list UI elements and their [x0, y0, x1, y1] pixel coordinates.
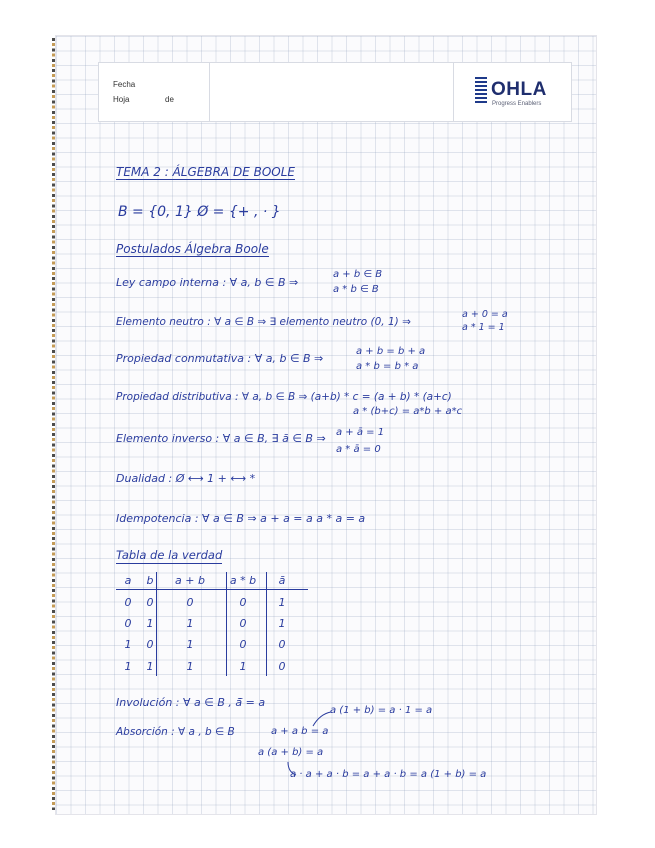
- note-abs-top: a (1 + b) = a · 1 = a: [330, 705, 433, 716]
- truth-cell: 1: [124, 638, 132, 651]
- truth-cell: 1: [239, 660, 247, 673]
- truth-cell: 1: [146, 660, 154, 673]
- header-divider: [453, 63, 454, 121]
- truth-cell: 1: [186, 617, 194, 630]
- truth-cell: 0: [239, 617, 247, 630]
- note-sets: B = {0, 1} Ø = {+ , · }: [118, 204, 281, 220]
- fecha-label: Fecha: [113, 80, 136, 89]
- note-neutro-label: Elemento neutro : ∀ a ∈ B ⇒ ∃ elemento neutro (0, 1) ⇒: [116, 316, 411, 328]
- truth-cell: 0: [186, 596, 194, 609]
- note-abs-r1: a + a b = a: [271, 726, 329, 737]
- de-label: de: [165, 95, 174, 104]
- note-conm-r2: a * b = b * a: [356, 361, 419, 372]
- truth-col-divider: [226, 572, 227, 676]
- note-neutro-r1: a + 0 = a: [462, 309, 508, 320]
- truth-cell: 0: [278, 660, 286, 673]
- note-title: TEMA 2 : ÁLGEBRA DE BOOLE: [116, 165, 295, 179]
- truth-cell: 0: [146, 596, 154, 609]
- truth-header-or: a + b: [175, 574, 205, 587]
- note-abs-r3: a · a + a · b = a + a · b = a (1 + b) = a: [290, 769, 487, 780]
- note-dist-label: Propiedad distributiva : ∀ a, b ∈ B ⇒ (a+b) * c = (a + b) * (a+c): [116, 391, 452, 403]
- truth-cell: 1: [124, 660, 132, 673]
- truth-cell: 1: [146, 617, 154, 630]
- note-idempotencia: Idempotencia : ∀ a ∈ B ⇒ a + a = a a * a = a: [116, 512, 366, 525]
- note-neutro-r2: a * 1 = 1: [462, 322, 505, 333]
- ohla-logo: [475, 75, 565, 109]
- truth-header-b: b: [146, 574, 154, 587]
- truth-cell: 1: [186, 660, 194, 673]
- truth-cell: 1: [186, 638, 194, 651]
- note-dualidad: Dualidad : Ø ⟷ 1 + ⟷ *: [116, 472, 256, 485]
- note-ley-r1: a + b ∈ B: [333, 269, 383, 280]
- truth-header-rule: [116, 589, 308, 590]
- note-conm-label: Propiedad conmutativa : ∀ a, b ∈ B ⇒: [116, 352, 324, 365]
- note-ley-label: Ley campo interna : ∀ a, b ∈ B ⇒: [116, 276, 299, 289]
- truth-table: [116, 570, 312, 680]
- truth-cell: 0: [278, 638, 286, 651]
- note-conm-r1: a + b = b + a: [356, 346, 426, 357]
- truth-header-a: a: [124, 574, 132, 587]
- header-divider: [209, 63, 210, 121]
- truth-cell: 0: [146, 638, 154, 651]
- truth-cell: 1: [278, 596, 286, 609]
- truth-cell: 0: [239, 638, 247, 651]
- note-dist-r2: a * (b+c) = a*b + a*c: [353, 406, 463, 417]
- truth-cell: 1: [278, 617, 286, 630]
- truth-cell: 0: [124, 617, 132, 630]
- note-abs-r2: a (a + b) = a: [258, 747, 324, 758]
- note-postulados-heading: Postulados Álgebra Boole: [116, 242, 269, 256]
- note-tabla-heading: Tabla de la verdad: [116, 548, 223, 562]
- truth-header-and: a * b: [229, 574, 257, 587]
- logo-name: OHLA: [491, 79, 547, 100]
- logo-mark-icon: [475, 77, 487, 105]
- page-header: [98, 62, 572, 122]
- truth-cell: 0: [239, 596, 247, 609]
- note-inv-r1: a + ā = 1: [336, 427, 385, 438]
- note-inv-label: Elemento inverso : ∀ a ∈ B, ∃ ā ∈ B ⇒: [116, 432, 326, 445]
- note-ley-r2: a * b ∈ B: [333, 284, 379, 295]
- truth-cell: 0: [124, 596, 132, 609]
- note-inv-r2: a * ā = 0: [336, 444, 381, 455]
- note-absorcion-label: Absorción : ∀ a , b ∈ B: [116, 726, 235, 738]
- truth-header-not: ā: [278, 574, 286, 587]
- note-involucion: Involución : ∀ a ∈ B , ā̄ = a: [116, 696, 266, 709]
- hoja-label: Hoja: [113, 95, 130, 104]
- logo-tagline: Progress Enablers: [492, 101, 542, 107]
